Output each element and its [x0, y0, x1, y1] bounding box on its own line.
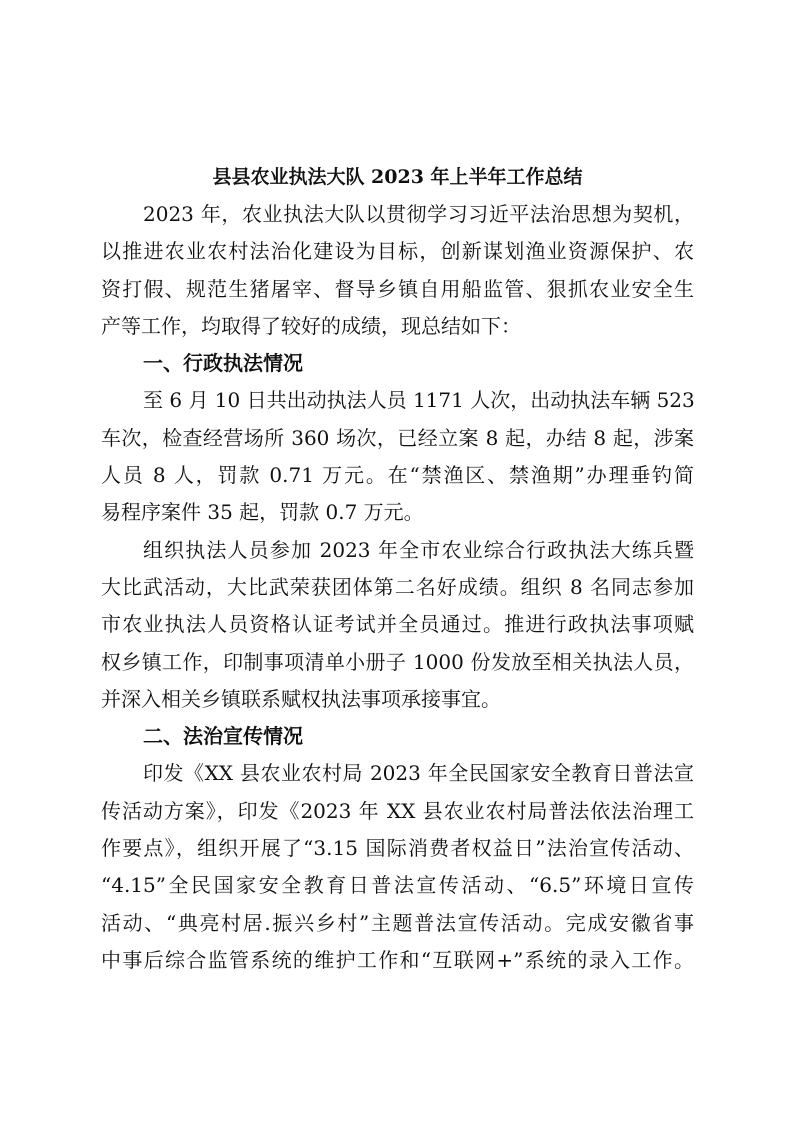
paragraph-line: 作要点》，组织开展了“3.15 国际消费者权益日”法治宣传活动、	[101, 836, 694, 861]
paragraph-line: 中事后综合监管系统的维护工作和“互联网+”系统的录入工作。	[101, 947, 694, 972]
section-heading: 二、法治宣传情况	[143, 724, 303, 749]
paragraph-line: 权乡镇工作，印制事项清单小册子 1000 份发放至相关执法人员，	[101, 649, 694, 674]
paragraph-line: 产等工作，均取得了较好的成绩，现总结如下：	[101, 313, 521, 338]
section-heading: 一、行政执法情况	[143, 351, 303, 376]
paragraph-line: 市农业执法人员资格认证考试并全员通过。推进行政执法事项赋	[101, 612, 694, 637]
section1-paragraph2	[101, 532, 694, 718]
paragraph-line: 活动、“典亮村居.振兴乡村”主题普法宣传活动。完成安徽省事	[101, 910, 694, 935]
paragraph-line: 大比武活动，大比武荣获团体第二名好成绩。组织 8 名同志参加	[101, 574, 694, 599]
intro-paragraph	[101, 196, 694, 345]
paragraph-line: 以推进农业农村法治化建设为目标，创新谋划渔业资源保护、农	[101, 239, 694, 264]
paragraph-line: 易程序案件 35 起，罚款 0.7 万元。	[101, 500, 424, 525]
paragraph-line: 至 6 月 10 日共出动执法人员 1171 人次，出动执法车辆 523	[143, 388, 695, 413]
paragraph-line: “4.15”全民国家安全教育日普法宣传活动、“6.5”环境日宣传	[101, 873, 694, 898]
paragraph-line: 印发《XX 县农业农村局 2023 年全民国家安全教育日普法宣	[143, 761, 694, 786]
document-title: 县县农业执法大队 2023 年上半年工作总结	[212, 166, 583, 188]
paragraph-line: 人员 8 人，罚款 0.71 万元。在“禁渔区、禁渔期”办理垂钓简	[101, 463, 694, 488]
paragraph-line: 传活动方案》，印发《2023 年 XX 县农业农村局普法依法治理工	[101, 798, 694, 823]
section2-paragraph1	[101, 755, 694, 979]
paragraph-line: 车次，检查经营场所 360 场次，已经立案 8 起，办结 8 起，涉案	[101, 425, 694, 450]
paragraph-line: 并深入相关乡镇联系赋权执法事项承接事宜。	[101, 686, 501, 711]
section1-paragraph1	[101, 382, 694, 531]
paragraph-line: 资打假、规范生猪屠宰、督导乡镇自用船监管、狠抓农业安全生	[101, 276, 694, 301]
document-page	[101, 158, 694, 979]
paragraph-line: 组织执法人员参加 2023 年全市农业综合行政执法大练兵暨	[143, 537, 694, 562]
paragraph-line: 2023 年，农业执法大队以贯彻学习习近平法治思想为契机，	[143, 202, 694, 226]
